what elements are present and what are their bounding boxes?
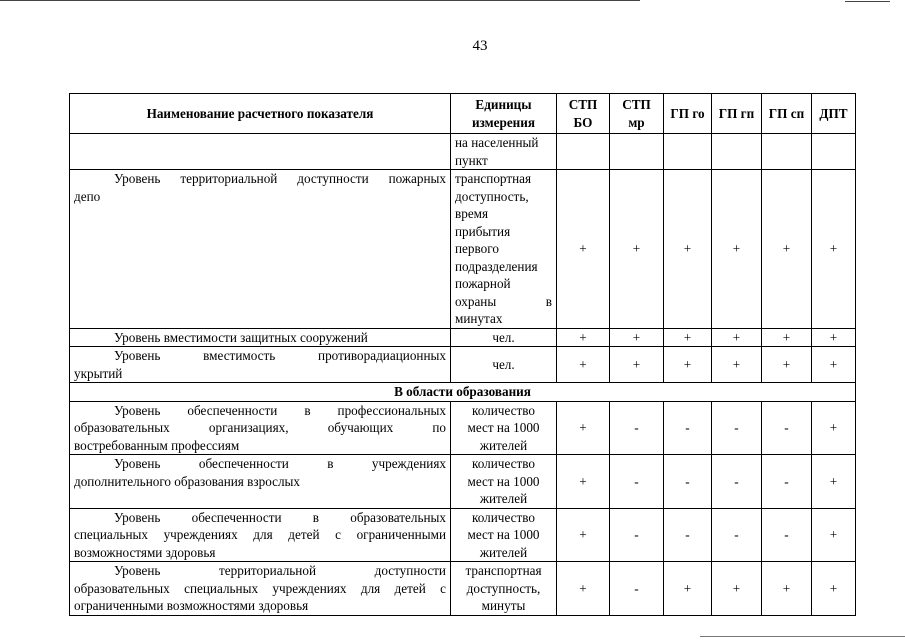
- scan-edge-line-top-right: [845, 1, 890, 2]
- header-unit: Единицы измерения: [451, 94, 557, 134]
- mark-gp-sp: +: [762, 562, 812, 616]
- indicator-name: Уровень вместимости защитных сооружений: [70, 328, 451, 347]
- mark-dpt: +: [812, 455, 856, 509]
- mark-gp-go: -: [664, 455, 712, 509]
- mark-stp-bo: +: [557, 562, 610, 616]
- mark-gp-sp: -: [762, 401, 812, 455]
- unit-cell: чел.: [451, 328, 557, 347]
- mark-gp-go: +: [664, 347, 712, 383]
- mark-dpt: +: [812, 401, 856, 455]
- mark-gp-go: [664, 134, 712, 170]
- mark-stp-mr: +: [610, 170, 664, 329]
- mark-gp-go: -: [664, 508, 712, 562]
- table-row: [70, 328, 856, 347]
- table-row: [70, 401, 856, 455]
- mark-stp-mr: [610, 134, 664, 170]
- mark-dpt: +: [812, 328, 856, 347]
- indicator-name: Уровень вместимость противорадиационных укрытий: [70, 347, 451, 383]
- table-row: [70, 562, 856, 616]
- page-number: 43: [472, 38, 488, 54]
- mark-gp-sp: -: [762, 508, 812, 562]
- mark-gp-sp: -: [762, 455, 812, 509]
- unit-cell: транспортная доступность, минуты: [451, 562, 557, 616]
- mark-gp-gp: -: [712, 455, 762, 509]
- indicator-name: Уровень обеспеченности в образовательных специальных учреждениях для детей с ограниченными возможностями здоровья: [70, 508, 451, 562]
- mark-dpt: +: [812, 562, 856, 616]
- mark-gp-gp: [712, 134, 762, 170]
- unit-cell: количество мест на 1000 жителей: [451, 401, 557, 455]
- mark-gp-sp: [762, 134, 812, 170]
- header-dpt: ДПТ: [812, 94, 856, 134]
- indicator-name: Уровень территориальной доступности пожарных депо: [70, 170, 451, 329]
- mark-gp-gp: +: [712, 328, 762, 347]
- unit-cell: транспортная доступность, время прибытия первого подразделения пожарной охраны в минутах: [451, 170, 557, 329]
- mark-gp-sp: +: [762, 170, 812, 329]
- mark-gp-gp: +: [712, 347, 762, 383]
- header-name: Наименование расчетного показателя: [70, 94, 451, 134]
- mark-dpt: +: [812, 347, 856, 383]
- mark-gp-gp: -: [712, 508, 762, 562]
- mark-dpt: +: [812, 508, 856, 562]
- mark-gp-go: +: [664, 562, 712, 616]
- mark-stp-mr: -: [610, 508, 664, 562]
- mark-dpt: +: [812, 170, 856, 329]
- table-row: [70, 347, 856, 383]
- mark-stp-mr: +: [610, 347, 664, 383]
- header-stp-bo: СТП БО: [557, 94, 610, 134]
- mark-stp-bo: +: [557, 401, 610, 455]
- mark-gp-sp: +: [762, 328, 812, 347]
- header-gp-go: ГП го: [664, 94, 712, 134]
- mark-stp-mr: -: [610, 562, 664, 616]
- table-row: [70, 170, 856, 329]
- scan-edge-line-bottom: [700, 636, 905, 637]
- table-row: [70, 455, 856, 509]
- scan-edge-line-top: [0, 0, 640, 1]
- unit-cell: чел.: [451, 347, 557, 383]
- mark-stp-bo: [557, 134, 610, 170]
- mark-stp-bo: +: [557, 328, 610, 347]
- mark-stp-bo: +: [557, 455, 610, 509]
- section-title: В области образования: [70, 383, 856, 402]
- mark-stp-bo: +: [557, 347, 610, 383]
- mark-stp-bo: +: [557, 508, 610, 562]
- indicator-table: [69, 93, 856, 616]
- header-gp-sp: ГП сп: [762, 94, 812, 134]
- indicator-name: [70, 134, 451, 170]
- header-stp-mr: СТП мр: [610, 94, 664, 134]
- mark-gp-go: +: [664, 170, 712, 329]
- indicator-name: Уровень обеспеченности в учреждениях дополнительного образования взрослых: [70, 455, 451, 509]
- mark-gp-go: -: [664, 401, 712, 455]
- table-row: [70, 508, 856, 562]
- mark-gp-gp: +: [712, 562, 762, 616]
- table-row: [70, 134, 856, 170]
- indicator-name: Уровень территориальной доступности образовательных специальных учреждениях для детей с ограниченными возможностями здоровья: [70, 562, 451, 616]
- mark-stp-mr: -: [610, 455, 664, 509]
- mark-stp-bo: +: [557, 170, 610, 329]
- unit-cell: количество мест на 1000 жителей: [451, 455, 557, 509]
- header-row: [70, 94, 856, 134]
- mark-gp-go: +: [664, 328, 712, 347]
- mark-stp-mr: -: [610, 401, 664, 455]
- unit-cell: количество мест на 1000 жителей: [451, 508, 557, 562]
- mark-gp-sp: +: [762, 347, 812, 383]
- mark-dpt: [812, 134, 856, 170]
- unit-cell: на населенный пункт: [451, 134, 557, 170]
- header-gp-gp: ГП гп: [712, 94, 762, 134]
- section-row: [70, 383, 856, 402]
- mark-gp-gp: -: [712, 401, 762, 455]
- mark-stp-mr: +: [610, 328, 664, 347]
- mark-gp-gp: +: [712, 170, 762, 329]
- indicator-name: Уровень обеспеченности в профессиональных образовательных организациях, обучающих по востребованным профессиям: [70, 401, 451, 455]
